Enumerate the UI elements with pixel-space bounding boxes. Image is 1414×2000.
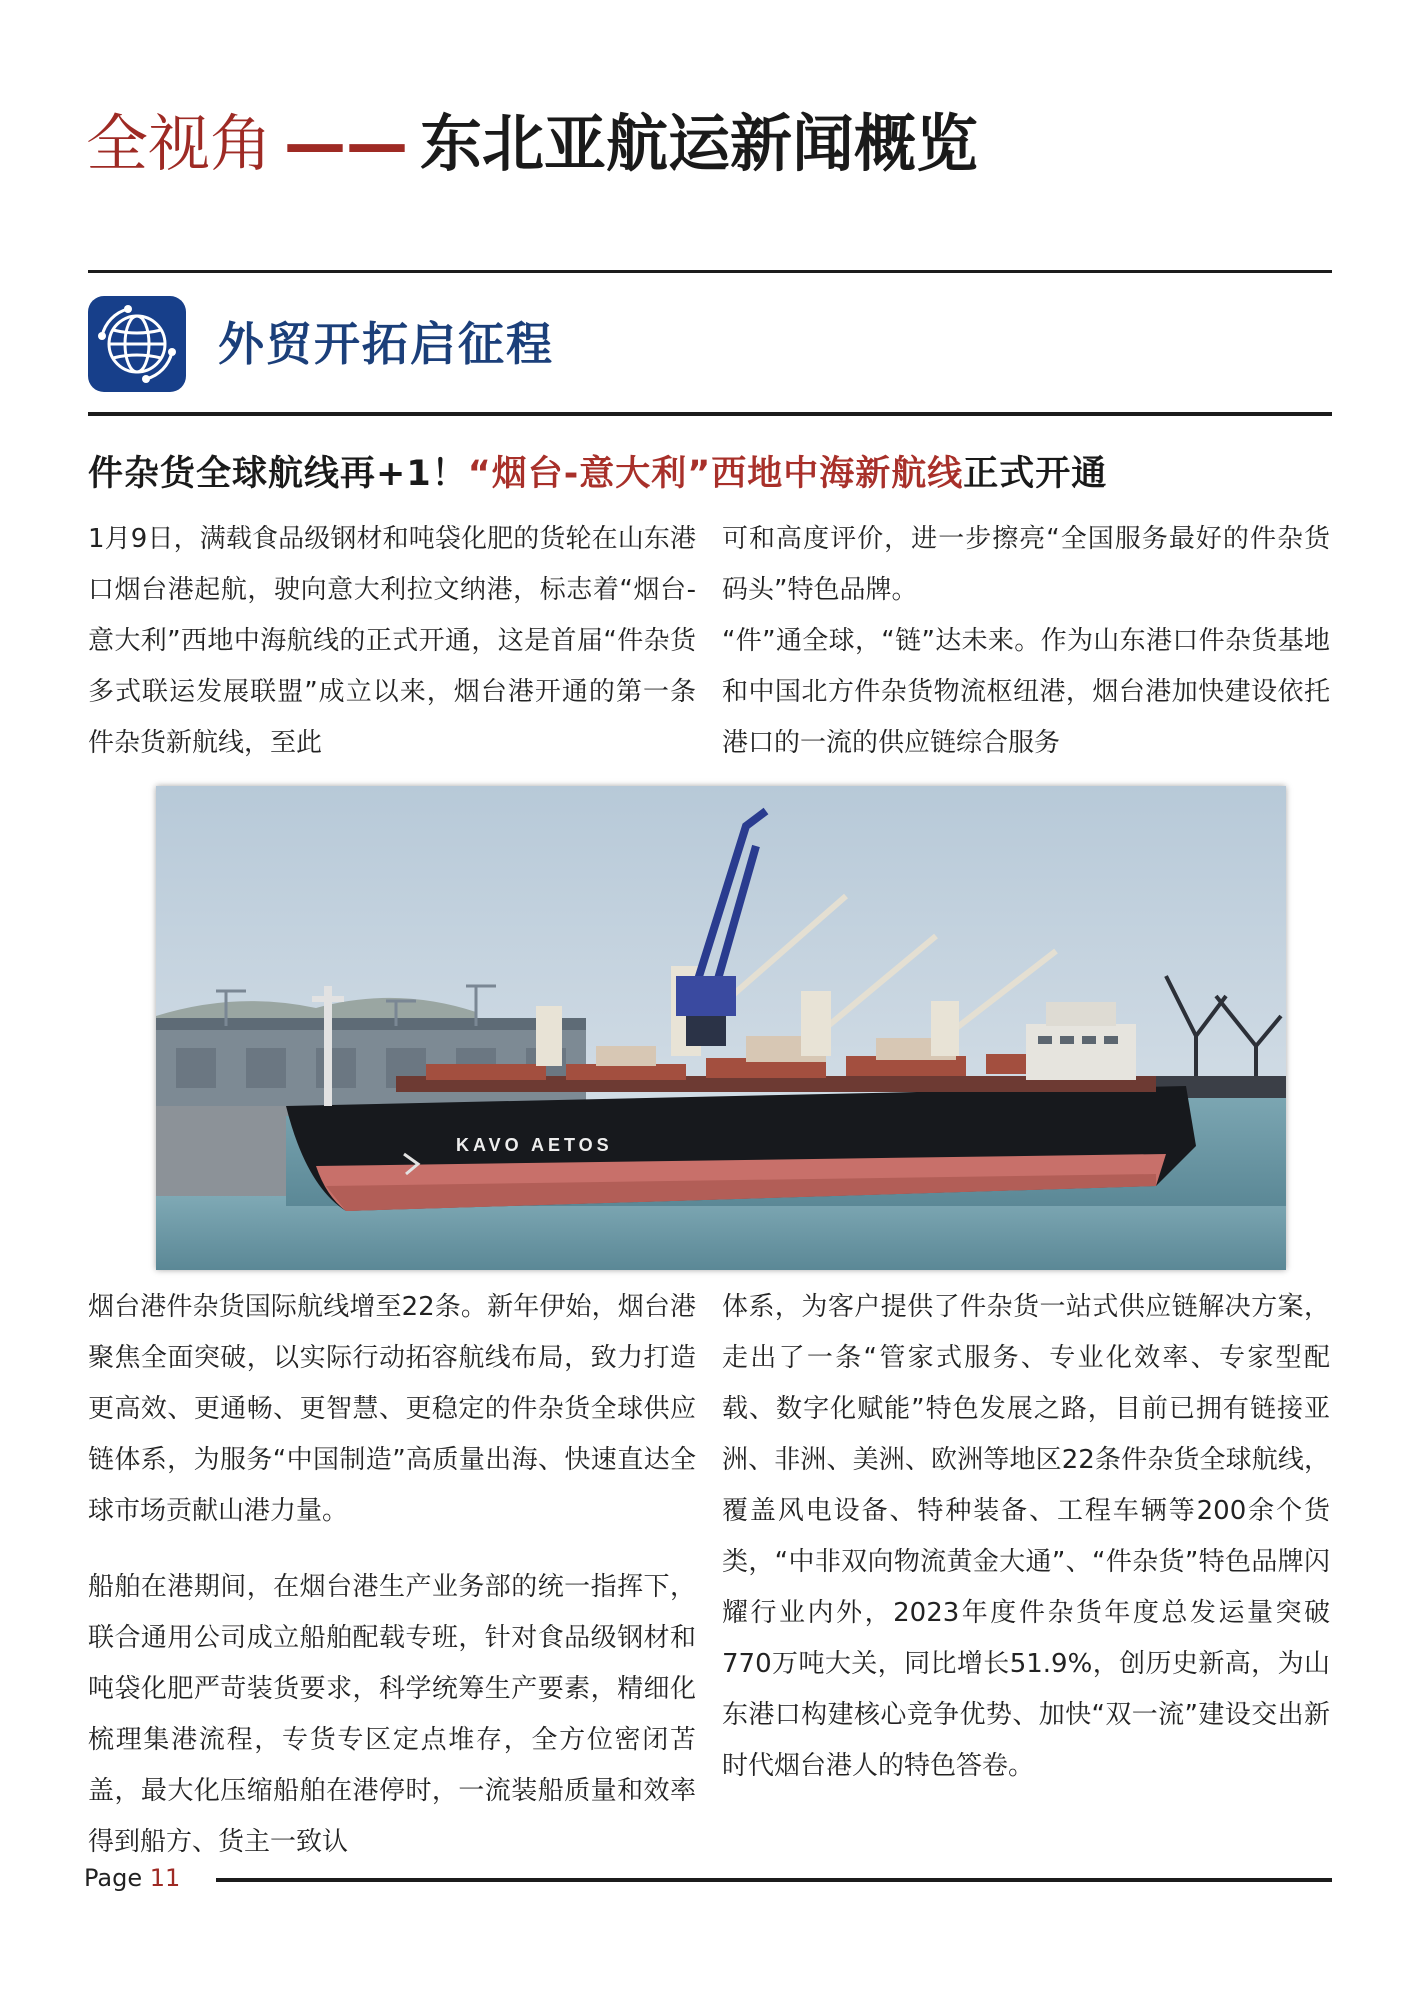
article-column-right-bottom	[722, 1282, 1330, 1792]
page-number	[84, 1862, 180, 1894]
paragraph: 1月9日，满载食品级钢材和吨袋化肥的货轮在山东港口烟台港起航，驶向意大利拉文纳港，标志着“烟台-意大利”西地中海航线的正式开通，这是首届“件杂货多式联运发展联盟”成立以来，烟台港开通的第一条件杂货新航线，至此	[88, 524, 696, 758]
headline-part-3: 正式开通	[963, 454, 1108, 494]
paragraph: 船舶在港期间，在烟台港生产业务部的统一指挥下，联合通用公司成立船舶配载专班，针对食品级钢材和吨袋化肥严苛装货要求，科学统筹生产要素，精细化梳理集港流程，专货专区定点堆存，全方位密闭苫盖，最大化压缩船舶在港停时，一流装船质量和效率得到船方、货主一致认	[88, 1572, 696, 1857]
paragraph: “件”通全球，“链”达未来。作为山东港口件杂货基地和中国北方件杂货物流枢纽港，烟台港加快建设依托港口的一流的供应链综合服务	[722, 626, 1330, 758]
article-column-left-bottom	[88, 1282, 696, 1868]
paragraph: 体系，为客户提供了件杂货一站式供应链解决方案，走出了一条“管家式服务、专业化效率、专家型配载、数字化赋能”特色发展之路，目前已拥有链接亚洲、非洲、美洲、欧洲等地区22条件杂货全球航线，覆盖风电设备、特种装备、工程车辆等200余个货类，“中非双向物流黄金大通”、“件杂货”特色品牌闪耀行业内外，2023年度件杂货年度总发运量突破770万吨大关，同比增长51.9%，创历史新高，为山东港口构建核心竞争优势、加快“双一流”建设交出新时代烟台港人的特色答卷。	[722, 1292, 1330, 1781]
page-title-dash: ——	[284, 107, 409, 180]
headline-part-1: 件杂货全球航线再+1！	[88, 454, 468, 494]
article-headline	[88, 448, 1107, 500]
section-title: 外贸开拓启征程	[218, 317, 554, 371]
page-label: Page	[84, 1864, 143, 1892]
article-column-right-top	[722, 514, 1330, 769]
article-column-left-top	[88, 514, 696, 769]
section-divider	[88, 412, 1332, 416]
ship-name-label: KAVO AETOS	[456, 1135, 613, 1155]
paragraph: 烟台港件杂货国际航线增至22条。新年伊始，烟台港聚焦全面突破，以实际行动拓容航线布局，致力打造更高效、更通畅、更智慧、更稳定的件杂货全球供应链体系，为服务“中国制造”高质量出海、快速直达全球市场贡献山港力量。	[88, 1292, 696, 1526]
page-title-main: 东北亚航运新闻概览	[420, 107, 979, 180]
headline-part-2: “烟台-意大利”西地中海新航线	[467, 454, 964, 494]
page-number-value: 11	[149, 1864, 181, 1892]
page-title-prefix: 全视角	[86, 107, 273, 180]
paragraph: 可和高度评价，进一步擦亮“全国服务最好的件杂货码头”特色品牌。	[722, 524, 1330, 605]
footer-divider	[216, 1878, 1332, 1882]
globe-network-icon	[88, 296, 186, 392]
page-title	[86, 104, 978, 184]
ship-photo	[156, 786, 1286, 1270]
header-divider	[88, 270, 1332, 273]
